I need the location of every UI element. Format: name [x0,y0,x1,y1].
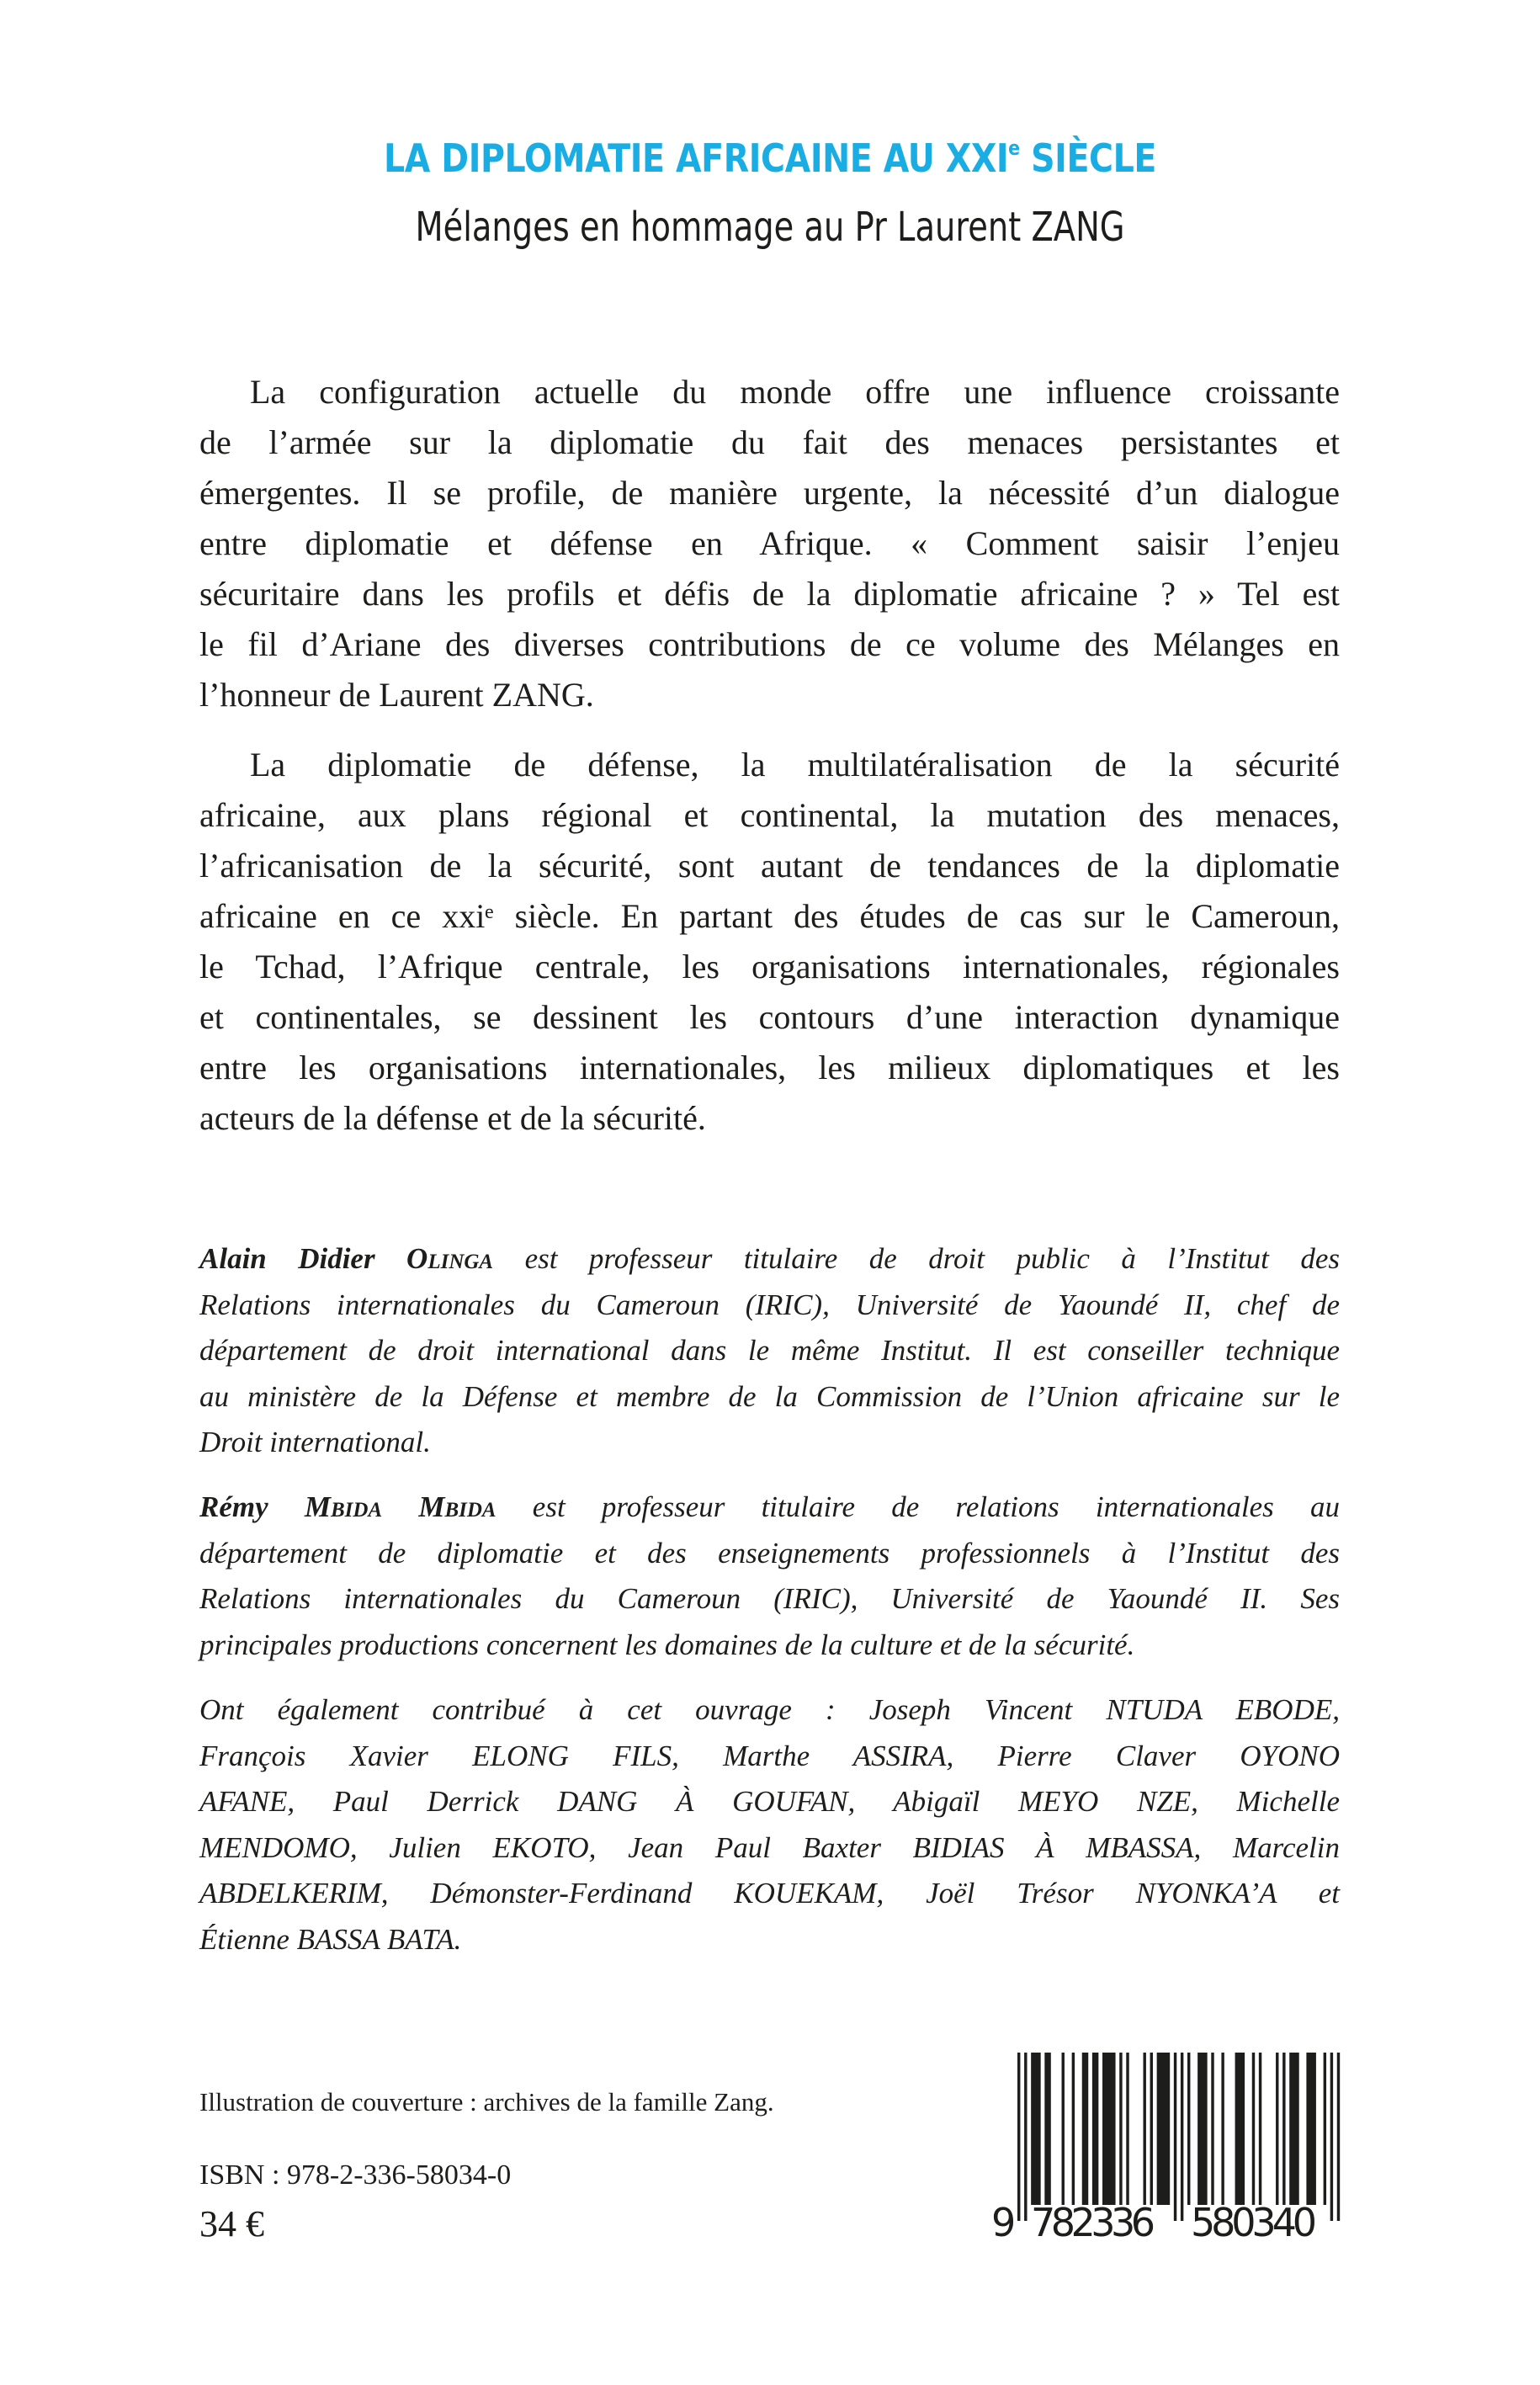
text-line: de l’armée sur la diplomatie du fait des menaces persistantes et [199,423,1340,461]
text-line: et continentales, se dessinent les contours d’une interaction dynamique [199,998,1340,1036]
barcode-digits-right: 580340 [1191,2200,1317,2245]
book-title-end: SIÈCLE [1019,135,1157,181]
text-line: département de droit international dans le même Institut. Il est conseiller technique [199,1334,1340,1367]
illustration-credit: Illustration de couverture : archives de la famille Zang. [199,2087,774,2117]
bio-text: est professeur titulaire de droit public à l’Institut des [524,1242,1341,1275]
author-last-name: Mbida Mbida [304,1490,497,1523]
book-title [108,133,1432,183]
text-line: La diplomatie de défense, la multilatéralisation de la sécurité [250,746,1340,783]
text-line: le fil d’Ariane des diverses contributions de ce volume des Mélanges en [199,625,1340,663]
text-line: entre diplomatie et défense en Afrique. « Comment saisir l’enjeu [199,524,1340,562]
bio-first-line [199,1236,1340,1283]
bio-text: est professeur titulaire de relations internationales au [532,1490,1341,1523]
text-line: émergentes. Il se profile, de manière urgente, la nécessité d’un dialogue [199,474,1340,512]
summary-paragraph-1 [199,367,1340,720]
text-line: au ministère de la Défense et membre de la Commission de l’Union africaine sur le [199,1379,1340,1413]
author-last-name: Olinga [406,1242,494,1275]
barcode-icon [985,2045,1355,2247]
author-first-name: Alain Didier [199,1242,375,1275]
isbn: ISBN : 978-2-336-58034-0 [199,2159,512,2191]
text-line: Relations internationales du Cameroun (IRIC), Université de Yaoundé II. Ses [199,1582,1340,1615]
author-name [199,1490,497,1523]
text-line: africaine, aux plans régional et continental, la mutation des menaces, [199,796,1340,834]
summary-paragraph-2 [199,740,1340,1144]
book-subtitle: Mélanges en hommage au Pr Laurent ZANG [415,204,1125,251]
text-line: département de diplomatie et des enseignements professionnels à l’Institut des [199,1536,1340,1570]
author-bio-mbida [199,1485,1340,1668]
text-line: l’honneur de Laurent ZANG. [199,676,594,714]
text-line: MENDOMO, Julien EKOTO, Jean Paul Baxter BIDIAS À MBASSA, Marcelin [199,1830,1340,1864]
text-line: sécuritaire dans les profils et défis de la diplomatie africaine ? » Tel est [199,575,1340,613]
price: 34 € [199,2203,264,2244]
bio-first-line [199,1485,1340,1531]
text-line: La configuration actuelle du monde offre une influence croissante [250,373,1340,411]
contributors-list [199,1687,1340,1963]
barcode-digit-first: 9 [991,2200,1017,2245]
text-line: AFANE, Paul Derrick DANG À GOUFAN, Abigaïl MEYO NZE, Michelle [199,1785,1340,1818]
author-first-name: Rémy [199,1490,268,1523]
text-line: Étienne BASSA BATA. [199,1922,462,1956]
book-title-main: LA DIPLOMATIE AFRICAINE AU XXI [383,135,1009,181]
text-line: africaine en ce xxiᵉ siècle. En partant des études de cas sur le Cameroun, [199,897,1340,935]
author-name [199,1242,493,1275]
text-line: Ont également contribué à cet ouvrage : Joseph Vincent NTUDA EBODE, [199,1693,1340,1726]
book-title-superscript: e [1008,136,1020,160]
text-line: le Tchad, l’Afrique centrale, les organisations internationales, régionales [199,948,1340,985]
text-line: Relations internationales du Cameroun (IRIC), Université de Yaoundé II, chef de [199,1288,1340,1321]
text-line: acteurs de la défense et de la sécurité. [199,1099,706,1137]
text-line: entre les organisations internationales, les milieux diplomatiques et les [199,1049,1340,1086]
isbn-barcode [985,2045,1355,2247]
text-line: François Xavier ELONG FILS, Marthe ASSIRA, Pierre Claver OYONO [199,1739,1340,1772]
text-line: ABDELKERIM, Démonster-Ferdinand KOUEKAM, Joël Trésor NYONKA’A et [199,1877,1340,1910]
barcode-digits-left: 782336 [1031,2200,1155,2245]
author-bio-olinga [199,1236,1340,1466]
text-line: Droit international. [199,1426,431,1458]
text-line: l’africanisation de la sécurité, sont autant de tendances de la diplomatie [199,847,1340,884]
text-line: principales productions concernent les domaines de la culture et de la sécurité. [199,1628,1135,1661]
